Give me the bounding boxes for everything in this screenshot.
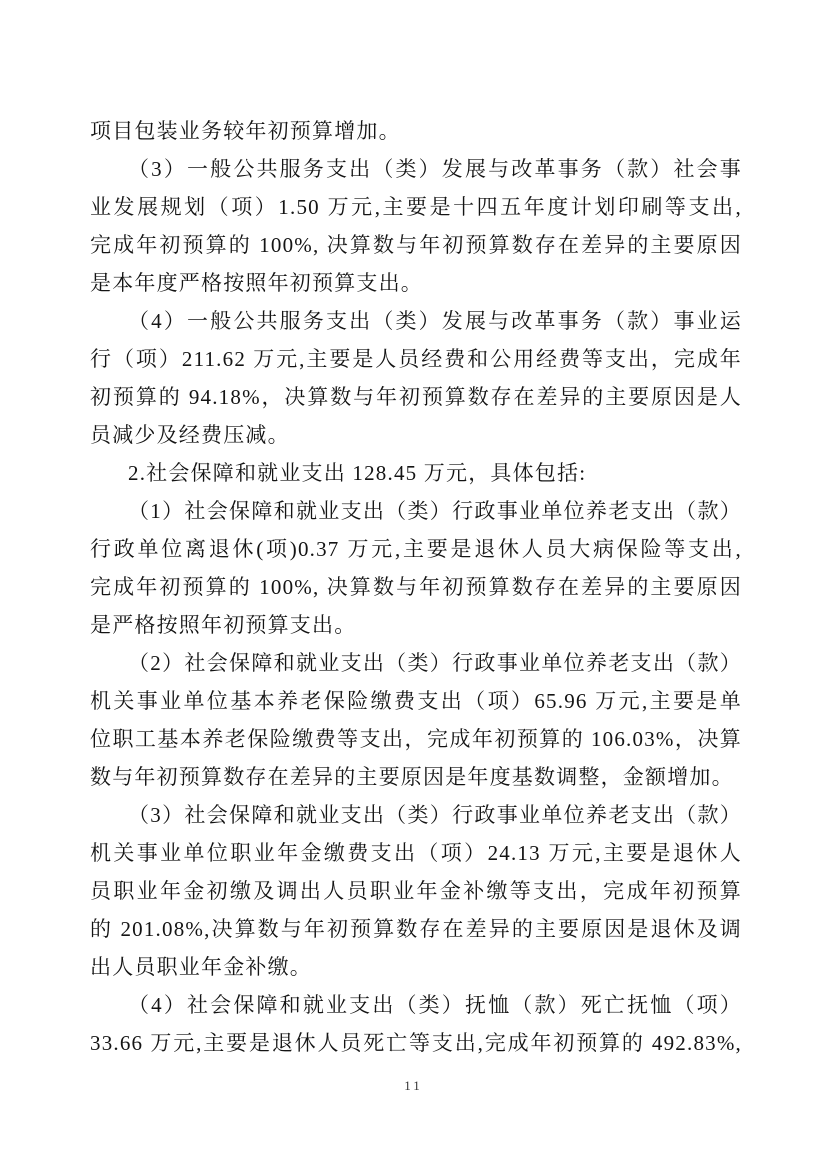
- text-line: 机关事业单位基本养老保险缴费支出（项）65.96 万元,主要是单: [90, 689, 742, 713]
- text-line: 出人员职业年金补缴。: [90, 955, 312, 979]
- text-line: 是严格按照年初预算支出。: [90, 613, 357, 637]
- text-line: 初预算的 94.18%，决算数与年初预算数存在差异的主要原因是人: [90, 385, 742, 409]
- text-line: 是本年度严格按照年初预算支出。: [90, 271, 423, 295]
- text-line: 行政单位离退休(项)0.37 万元,主要是退休人员大病保险等支出,: [90, 537, 742, 561]
- text-line: （3）一般公共服务支出（类）发展与改革事务（款）社会事: [128, 157, 742, 181]
- text-line: 数与年初预算数存在差异的主要原因是年度基数调整，金额增加。: [90, 765, 734, 789]
- text-line: 的 201.08%,决算数与年初预算数存在差异的主要原因是退休及调: [90, 917, 742, 941]
- text-line: 员减少及经费压减。: [90, 423, 290, 447]
- text-line: 员职业年金初缴及调出人员职业年金补缴等支出，完成年初预算: [90, 879, 742, 903]
- text-line: 项目包装业务较年初预算增加。: [90, 119, 401, 143]
- text-line: （4）社会保障和就业支出（类）抚恤（款）死亡抚恤（项）: [128, 993, 742, 1017]
- text-line: （1）社会保障和就业支出（类）行政事业单位养老支出（款）: [128, 499, 742, 523]
- text-line: 完成年初预算的 100%, 决算数与年初预算数存在差异的主要原因: [90, 575, 742, 599]
- page-number: 11: [404, 1078, 423, 1093]
- text-line: 机关事业单位职业年金缴费支出（项）24.13 万元,主要是退休人: [90, 841, 742, 865]
- text-line: （4）一般公共服务支出（类）发展与改革事务（款）事业运: [128, 309, 742, 333]
- text-line: 业发展规划（项）1.50 万元,主要是十四五年度计划印刷等支出,: [90, 195, 742, 219]
- text-line: 2.社会保障和就业支出 128.45 万元，具体包括:: [128, 461, 587, 485]
- document-body: [90, 112, 742, 1062]
- text-line: 位职工基本养老保险缴费等支出，完成年初预算的 106.03%，决算: [90, 727, 742, 751]
- text-line: 完成年初预算的 100%, 决算数与年初预算数存在差异的主要原因: [90, 233, 742, 257]
- text-line: 33.66 万元,主要是退休人员死亡等支出,完成年初预算的 492.83%,: [90, 1031, 742, 1055]
- text-line: 行（项）211.62 万元,主要是人员经费和公用经费等支出，完成年: [90, 347, 742, 371]
- text-line: （2）社会保障和就业支出（类）行政事业单位养老支出（款）: [128, 651, 742, 675]
- text-line: （3）社会保障和就业支出（类）行政事业单位养老支出（款）: [128, 803, 742, 827]
